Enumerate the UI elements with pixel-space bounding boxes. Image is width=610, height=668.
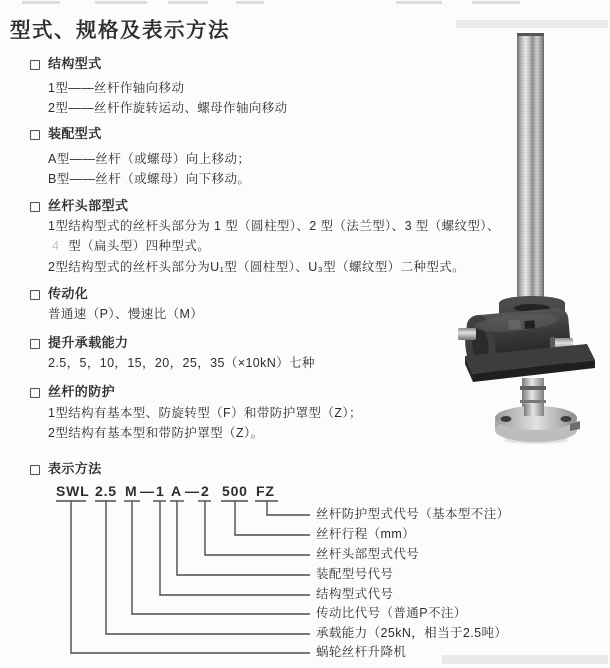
- code-token-assembly: A: [171, 483, 182, 499]
- section-header-assembly-type: 装配型式: [48, 126, 102, 141]
- code-token-ratio: M: [125, 483, 138, 499]
- code-token-series: SWL: [56, 483, 90, 499]
- body-line: 2.5，5，10，15，20，25，35（×10kN）七种: [48, 356, 315, 370]
- body-line: 1型结构型式的丝杆头部分为 1 型（圆柱型）、2 型（法兰型）、3 型（螺纹型）、: [48, 219, 500, 233]
- code-dash: —: [185, 483, 199, 499]
- screw-rod-part: [517, 33, 544, 305]
- code-token-capacity: 2.5: [95, 483, 117, 499]
- page-title: 型式、规格及表示方法: [10, 19, 230, 42]
- code-token-structure: 1: [156, 483, 165, 499]
- flange-part: [495, 404, 580, 444]
- body-line: 2型结构型式的丝杆头部分为U₁型（圆柱型）、U₃型（螺纹型）二种型式。: [48, 260, 466, 274]
- body-line: 2型结构有基本型和带防护罩型（Z）。: [48, 426, 264, 440]
- code-label-travel: 丝杆行程（mm）: [316, 527, 416, 541]
- code-label-assembly: 装配型号代号: [316, 567, 394, 581]
- code-dash: —: [140, 483, 154, 499]
- body-line: A型——丝杆（或螺母）向上移动；: [48, 152, 251, 166]
- worm-shaft-left-part: [458, 328, 476, 340]
- section-header-structure-type: 结构型式: [48, 56, 102, 71]
- code-token-head-type: 2: [201, 483, 210, 499]
- code-label-protection: 丝杆防护型式代号（基本型不注）: [316, 507, 510, 521]
- section-header-load-capacity: 提升承载能力: [48, 335, 129, 350]
- section-header-screw-protection: 丝杆的防护: [48, 384, 116, 399]
- code-label-capacity: 承载能力（25kN，相当于2.5吨）: [316, 626, 508, 640]
- code-token-protection: FZ: [256, 483, 275, 499]
- section-header-screw-head-type: 丝杆头部型式: [48, 198, 129, 213]
- body-line: 普通速（P）、慢速比（M）: [48, 307, 204, 321]
- section-header-drive: 传动化: [48, 286, 89, 301]
- body-line: 1型——丝杆作轴向移动: [48, 81, 185, 95]
- faint-digit: 4: [52, 239, 60, 253]
- body-line: 1型结构有基本型、防旋转型（F）和带防护罩型（Z）；: [48, 406, 362, 420]
- code-label-product: 蜗轮丝杆升降机: [316, 645, 407, 659]
- body-line: B型——丝杆（或螺母）向下移动。: [48, 172, 251, 186]
- body-line-text: 型（扁头型）四种型式。: [68, 239, 211, 253]
- section-header-designation-method: 表示方法: [48, 461, 102, 476]
- code-label-ratio: 传动比代号（普通P不注）: [316, 606, 467, 620]
- code-token-travel: 500: [222, 483, 248, 499]
- code-label-structure: 结构型式代号: [316, 587, 394, 601]
- body-line: 2型——丝杆作旋转运动、螺母作轴向移动: [48, 101, 288, 115]
- screw-jack-photo: [440, 20, 610, 450]
- code-label-head-type: 丝杆头部型式代号: [316, 547, 420, 561]
